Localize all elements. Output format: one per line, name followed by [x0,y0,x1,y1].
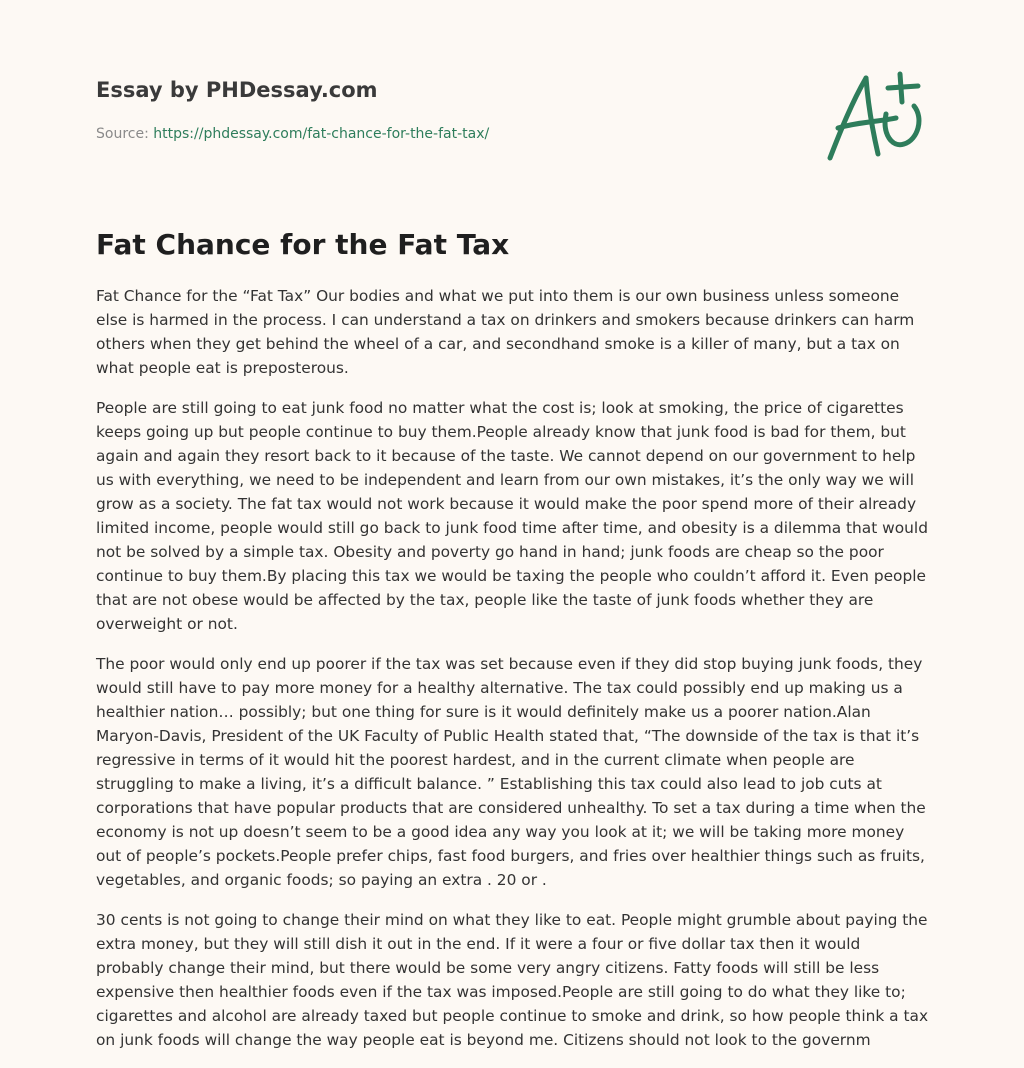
brand-title: Essay by PHDessay.com [96,78,378,102]
source-link[interactable]: https://phdessay.com/fat-chance-for-the-fat-tax/ [153,126,490,142]
site-header [96,76,796,144]
page-title: Fat Chance for the Fat Tax [96,228,510,261]
logo-o-curve [885,106,919,145]
logo-a-right-stroke [866,78,878,154]
logo-a-left-stroke [830,78,866,158]
paragraph: The poor would only end up poorer if the tax was set because even if they did stop buying junk foods, they would still have to pay more money for a healthy alternative. The tax could possibly end up making us a healthier nation… possibly; but one thing for sure is it would definitely make us a poorer nation.Alan Maryon-Davis, President of the UK Faculty of Public Health stated that, “The downside of the tax is that it’s regressive in terms of it would hit the poorest hardest, and in the current climate when people are struggling to make a living, it’s a difficult balance. ” Establishing this tax could also lead to job cuts at corporations that have popular products that are considered unhealthy. To set a tax during a time when the economy is not up doesn’t seem to be a good idea any way you look at it; we will be taking more money out of people’s pockets.People prefer chips, fast food burgers, and fries over healthier things such as fruits, vegetables, and organic foods; so paying an extra . 20 or . [96,655,926,889]
article-body [96,284,930,1068]
source-line [96,124,796,144]
logo-plus-horizontal [888,86,918,88]
paragraph: 30 cents is not going to change their mind on what they like to eat. People might grumble about paying the extra money, but they will still dish it out in the end. If it were a four or five dollar tax then it would probably change their mind, but there would be some very angry citizens. Fatty foods will still be less expensive then healthier foods even if the tax was imposed.People are still going to do what they like to; cigarettes and alcohol are already taxed but people continue to smoke and drink, so how people think a tax on junk foods will change the way people eat is beyond me. Citizens should not look to the governm [96,911,929,1049]
a-plus-grade-logo-icon [818,68,930,164]
paragraph: Fat Chance for the “Fat Tax” Our bodies and what we put into them is our own business unless someone else is harmed in the process. I can understand a tax on drinkers and smokers because drinkers can harm others when they get behind the wheel of a car, and secondhand smoke is a killer of many, but a tax on what people eat is preposterous. [96,287,915,377]
source-label: Source: [96,126,149,142]
paragraph: People are still going to eat junk food no matter what the cost is; look at smoking, the price of cigarettes keeps going up but people continue to buy them.People already know that junk food is bad for them, but again and again they resort back to it because of the taste. We cannot depend on our government to help us with everything, we need to be independent and learn from our own mistakes, it’s the only way we will grow as a society. The fat tax would not work because it would make the poor spend more of their already limited income, people would still go back to junk food time after time, and obesity is a dilemma that would not be solved by a simple tax. Obesity and poverty go hand in hand; junk foods are cheap so the poor continue to buy them.By placing this tax we would be taxing the people who couldn’t afford it. Even people that are not obese would be affected by the tax, people like the taste of junk foods whether they are overweight or not. [96,399,928,633]
